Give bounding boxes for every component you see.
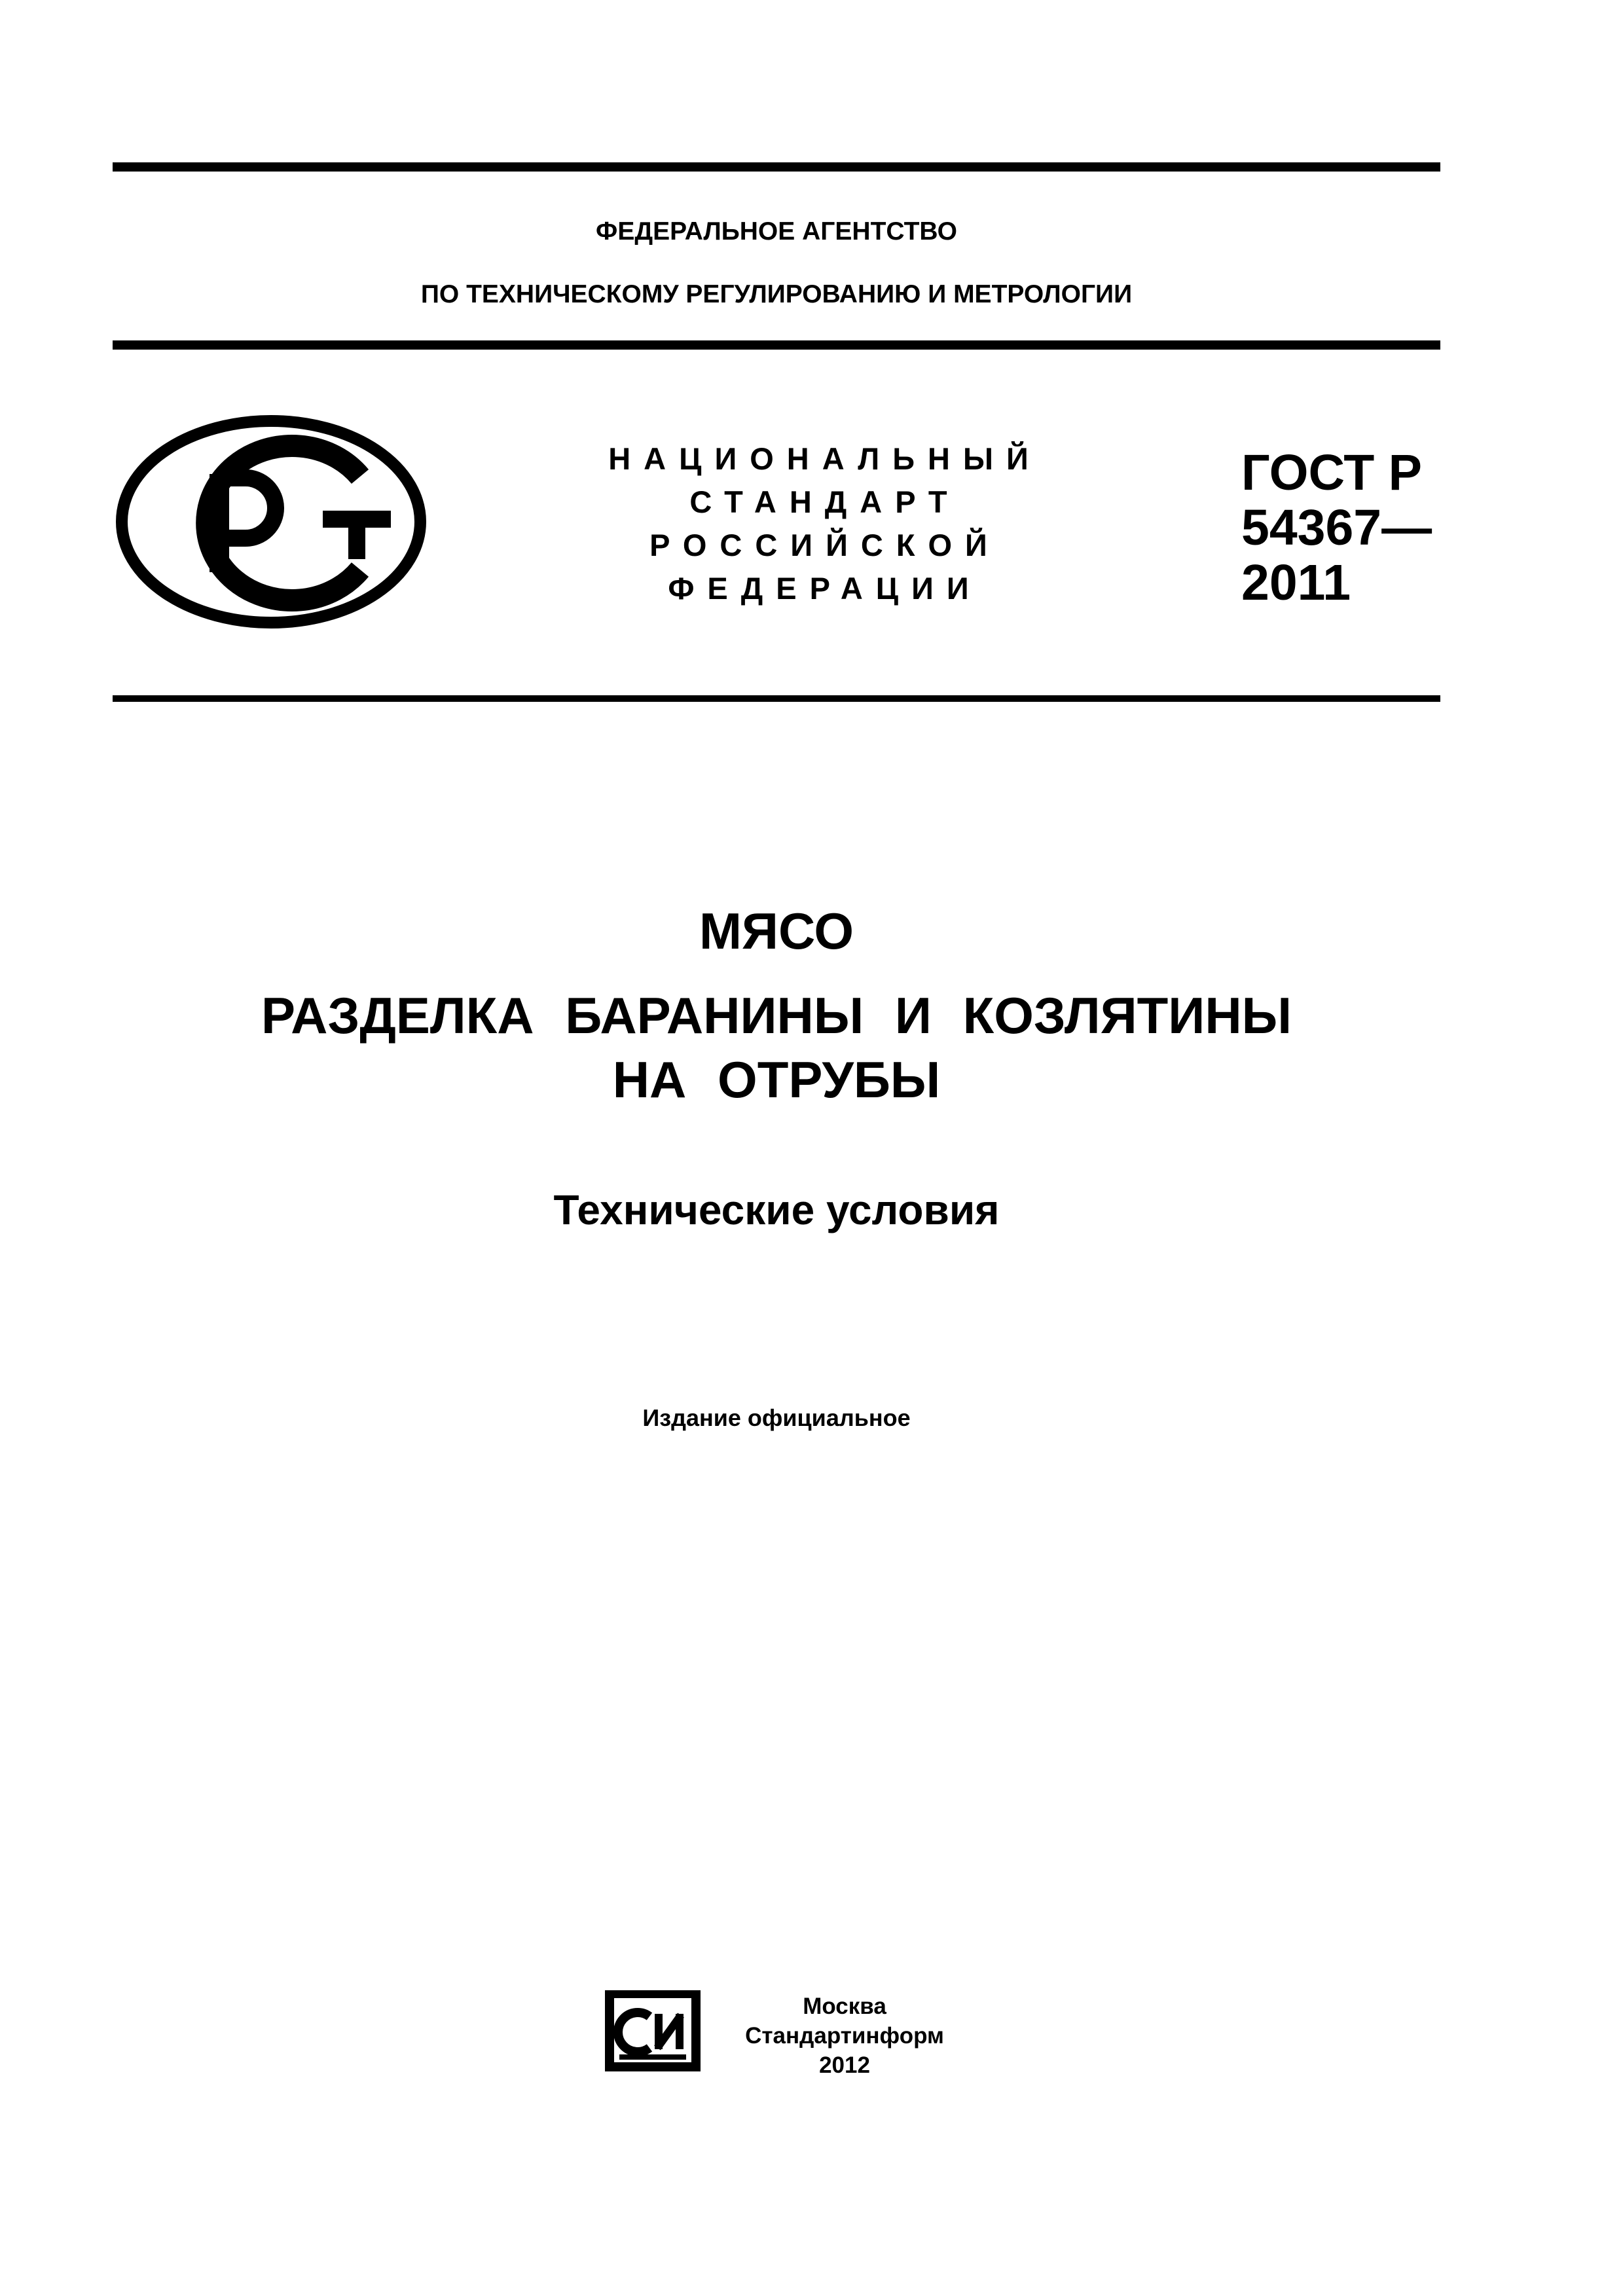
agency-line-2: ПО ТЕХНИЧЕСКОМУ РЕГУЛИРОВАНИЮ И МЕТРОЛОГИИ xyxy=(420,280,1133,308)
top-rule xyxy=(113,162,1440,172)
national-standard-label xyxy=(570,437,1080,610)
block-rule xyxy=(113,695,1440,702)
title-line-1: МЯСО xyxy=(699,902,854,960)
rst-logo-icon xyxy=(115,414,428,630)
title-line-3: НА ОТРУБЫ xyxy=(612,1051,941,1108)
gost-code: 54367— xyxy=(1241,500,1432,556)
header-rule xyxy=(113,340,1440,350)
standartinform-logo-icon xyxy=(605,1990,701,2071)
national-standard-line: РОССИЙСКОЙ xyxy=(649,528,1000,562)
national-standard-line: НАЦИОНАЛЬНЫЙ xyxy=(608,441,1042,476)
gost-year: 2011 xyxy=(1241,555,1351,611)
subtitle: Технические условия xyxy=(553,1186,1000,1233)
national-standard-line: СТАНДАРТ xyxy=(689,484,960,519)
publisher-info xyxy=(727,1992,962,2080)
gost-label: ГОСТ Р xyxy=(1241,445,1423,501)
title-line-2: РАЗДЕЛКА БАРАНИНЫ И КОЗЛЯТИНЫ xyxy=(261,987,1292,1044)
edition-label: Издание официальное xyxy=(642,1404,911,1431)
gost-number xyxy=(1241,445,1432,610)
agency-line-1: ФЕДЕРАЛЬНОЕ АГЕНТСТВО xyxy=(596,217,957,246)
publisher-name: Стандартинформ xyxy=(745,2023,944,2049)
publisher-city: Москва xyxy=(803,1994,886,2019)
publisher-year: 2012 xyxy=(819,2052,870,2078)
national-standard-line: ФЕДЕРАЦИИ xyxy=(668,571,982,606)
